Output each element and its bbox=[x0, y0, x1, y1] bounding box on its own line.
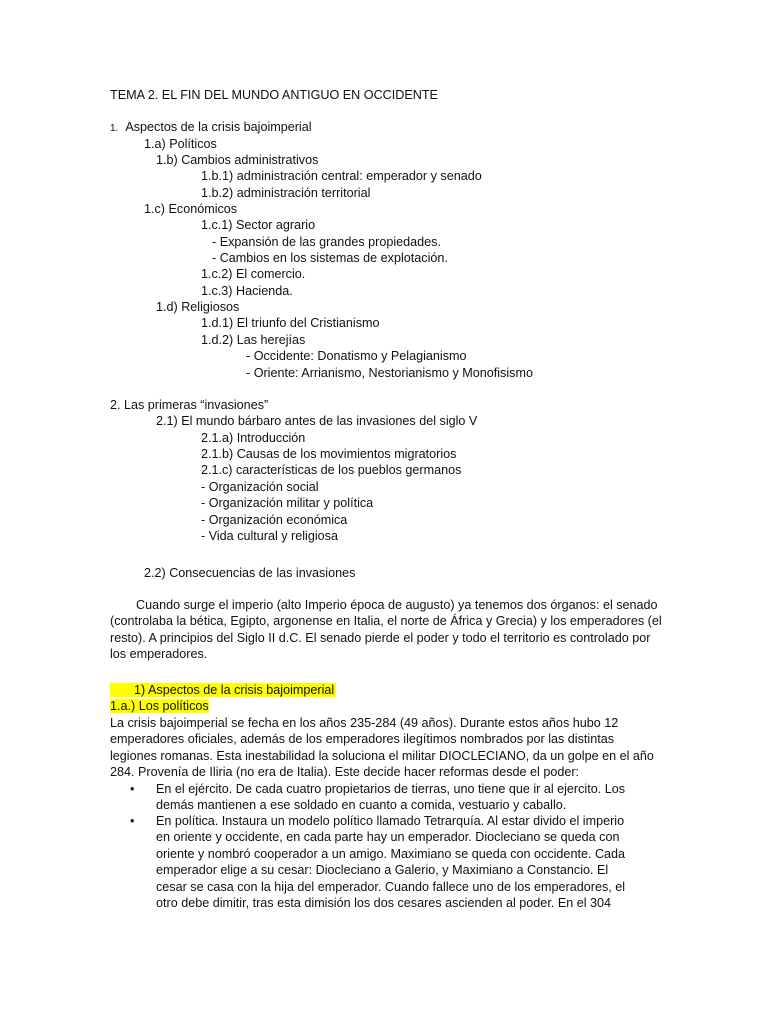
document-title: TEMA 2. EL FIN DEL MUNDO ANTIGUO EN OCCIDENTE bbox=[110, 88, 438, 102]
outline-item-1c1-b: - Cambios en los sistemas de explotación. bbox=[212, 251, 448, 265]
bullet-item-politica: En política. Instaura un modelo político llamado Tetrarquía. Al estar divido el imperio en oriente y occidente, en cada parte hay un emperador. Diocleciano se queda con oriente y nombró cooperador a un amigo. Maximiano se queda con occidente. Cada emperador elige a su cesar: Diocleciano a Galerio, y Maximiano a Constancio. El cesar se casa con la hija del emperador. Cuando fallece uno de los emperadores, el otro debe dimitir, tras esta dimisión los dos cesares ascienden al poder. En el 304 bbox=[156, 814, 626, 911]
outline-item-1b2: 1.b.2) administración territorial bbox=[201, 186, 371, 200]
outline-section-1 bbox=[110, 119, 312, 135]
outline-item-1d2-b: - Oriente: Arrianismo, Nestorianismo y Monofisismo bbox=[246, 366, 533, 380]
body-paragraph: La crisis bajoimperial se fecha en los años 235-284 (49 años). Durante estos años hubo 12 emperadores oficiales, además de los emperadores ilegítimos nombrados por las distintas legiones romanas. Esta inestabilidad la soluciona el militar DIOCLECIANO, da un golpe en el año 284. Provenía de Iliria (no era de Italia). Este decide hacer reformas desde el poder: bbox=[110, 716, 654, 780]
outline-item-1d2-a: - Occidente: Donatismo y Pelagianismo bbox=[246, 349, 467, 363]
outline-item-1c1: 1.c.1) Sector agrario bbox=[201, 218, 316, 232]
outline-item-1c2: 1.c.2) El comercio. bbox=[201, 267, 306, 281]
outline-section-1-number: 1. bbox=[110, 123, 119, 134]
outline-item-1b1: 1.b.1) administración central: emperador y senado bbox=[201, 169, 482, 183]
section-heading-row bbox=[110, 682, 336, 698]
sub-heading-highlighted: 1.a.) Los políticos bbox=[110, 699, 209, 713]
section-heading-highlighted: 1) Aspectos de la crisis bajoimperial bbox=[110, 683, 336, 697]
outline-item-2-1a: 2.1.a) Introducción bbox=[201, 431, 306, 445]
outline-item-1c: 1.c) Económicos bbox=[144, 202, 238, 216]
bullet-item-ejercito: En el ejército. De cada cuatro propietarios de tierras, uno tiene que ir al ejercito. Los demás mantienen a ese soldado en cuanto a comida, vestuario y caballo. bbox=[156, 782, 626, 813]
bullet-marker: • bbox=[130, 782, 135, 796]
outline-item-1d2: 1.d.2) Las herejías bbox=[201, 333, 306, 347]
outline-section-2: 2. Las primeras “invasiones” bbox=[110, 398, 269, 412]
outline-item-2-2: 2.2) Consecuencias de las invasiones bbox=[144, 566, 356, 580]
sub-heading-row bbox=[110, 698, 209, 714]
outline-item-1d1: 1.d.1) El triunfo del Cristianismo bbox=[201, 316, 380, 330]
outline-item-2-1c: 2.1.c) características de los pueblos germanos bbox=[201, 463, 462, 477]
outline-item-2-1: 2.1) El mundo bárbaro antes de las invasiones del siglo V bbox=[156, 414, 478, 428]
outline-item-1d: 1.d) Religiosos bbox=[156, 300, 240, 314]
outline-item-1b: 1.b) Cambios administrativos bbox=[156, 153, 319, 167]
outline-item-1c1-a: - Expansión de las grandes propiedades. bbox=[212, 235, 441, 249]
outline-item-2-1c-social: - Organización social bbox=[201, 480, 319, 494]
outline-item-2-1c-economic: - Organización económica bbox=[201, 513, 348, 527]
outline-item-1a: 1.a) Políticos bbox=[144, 137, 217, 151]
intro-paragraph: Cuando surge el imperio (alto Imperio época de augusto) ya tenemos dos órganos: el senado (controlaba la bética, Egipto, argonense en Italia, el norte de África y Grecia) y los emperadores (el resto). A principios del Siglo II d.C. El senado pierde el poder y todo el territorio es controlado por los emperadores. bbox=[110, 598, 662, 662]
outline-item-1c3: 1.c.3) Hacienda. bbox=[201, 284, 293, 298]
outline-item-2-1c-military: - Organización militar y política bbox=[201, 496, 374, 510]
outline-item-2-1b: 2.1.b) Causas de los movimientos migratorios bbox=[201, 447, 457, 461]
outline-section-1-label: Aspectos de la crisis bajoimperial bbox=[125, 120, 312, 134]
bullet-marker: • bbox=[130, 814, 135, 828]
outline-item-2-1c-cultural: - Vida cultural y religiosa bbox=[201, 529, 338, 543]
